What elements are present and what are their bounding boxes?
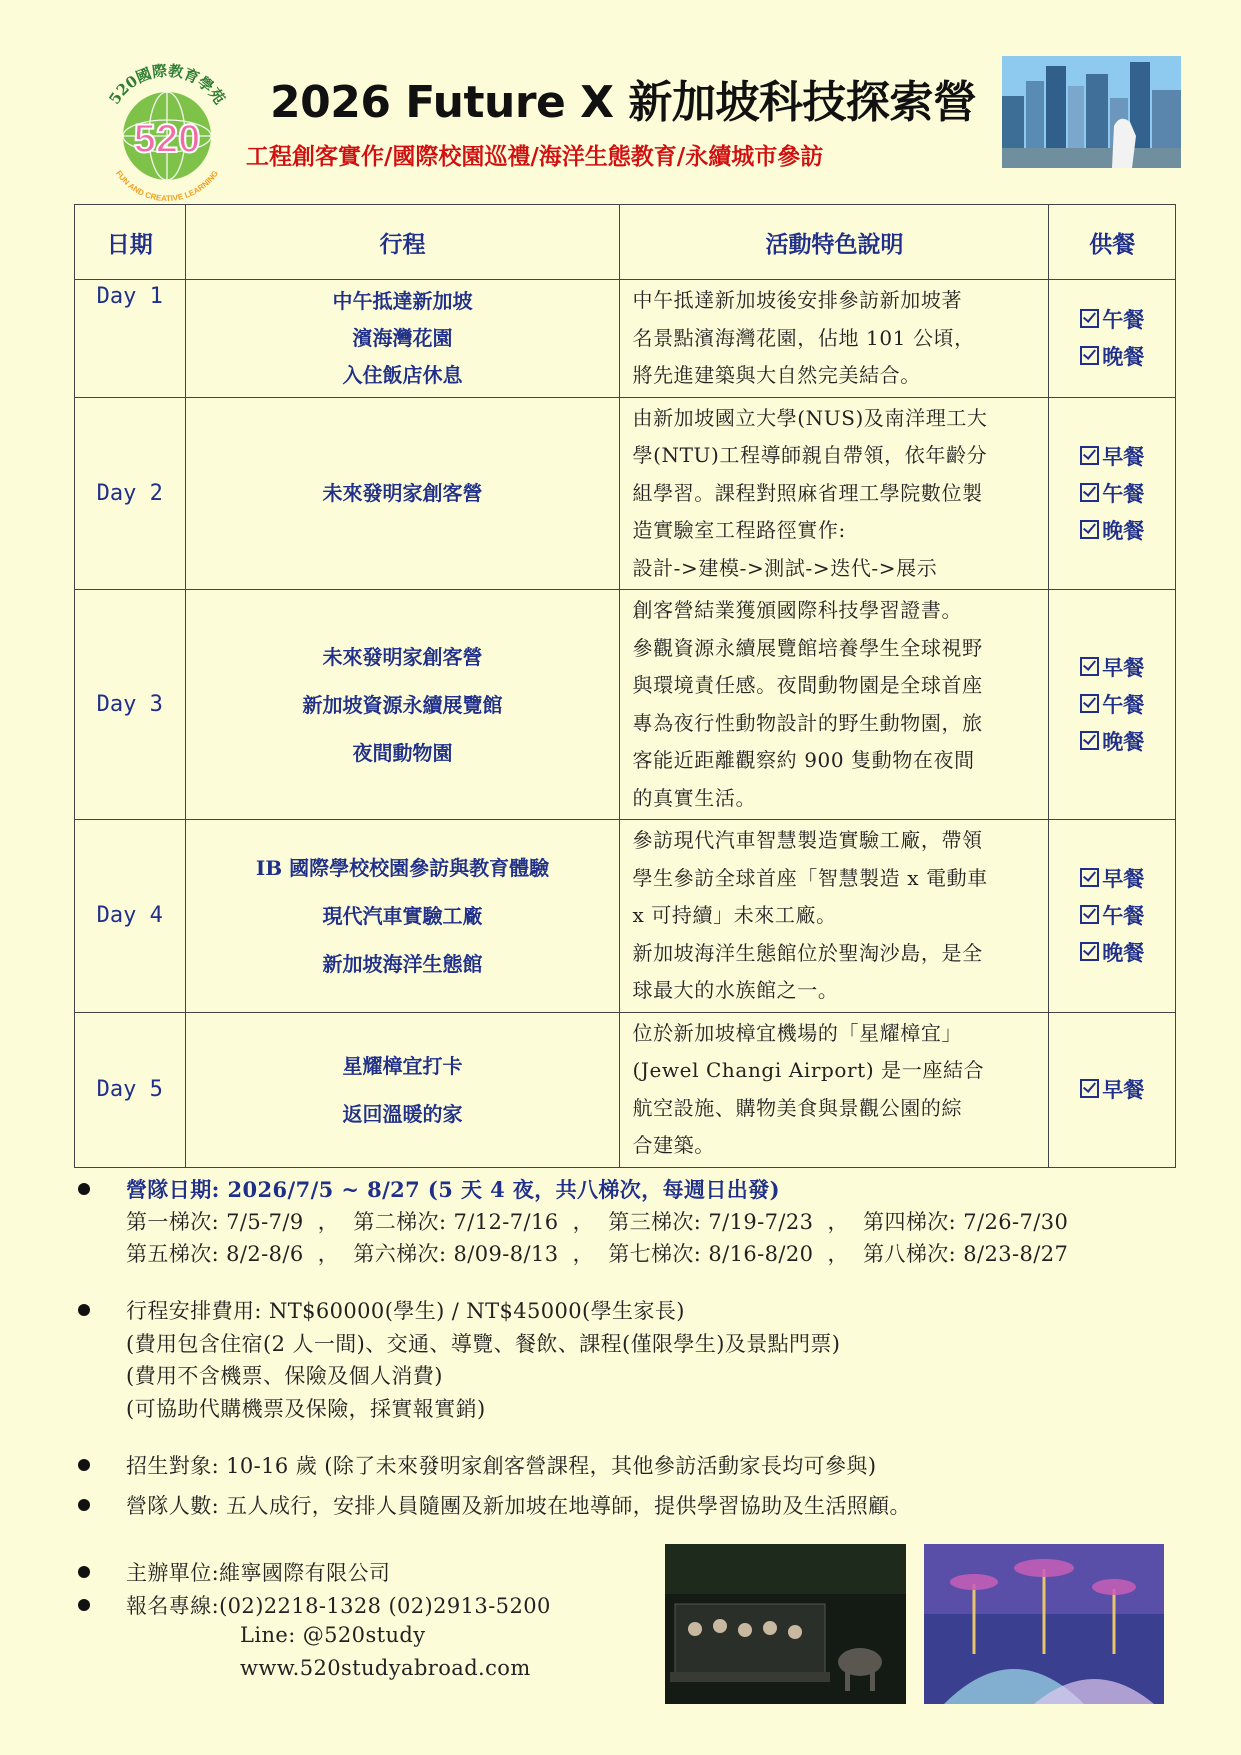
description-line: 合建築。 — [632, 1133, 715, 1157]
description-line: 由新加坡國立大學(NUS)及南洋理工大 — [632, 405, 988, 430]
table-row — [75, 1012, 1176, 1167]
checkbox-icon — [1080, 905, 1099, 924]
bullet-icon — [78, 1566, 90, 1578]
meal-item: 午餐 — [1050, 301, 1174, 338]
meal-item: 午餐 — [1050, 475, 1174, 512]
checkbox-icon — [1080, 1079, 1099, 1098]
meal-cell — [1049, 590, 1176, 820]
itinerary-item: 新加坡資源永續展覽館 — [302, 692, 503, 717]
meal-item: 早餐 — [1050, 649, 1174, 686]
batch-list-row2: 第五梯次: 8/2-8/6 ， 第六梯次: 8/09-8/13 ， 第七梯次: 8/16-8/20 ， 第八梯次: 8/23-8/27 — [126, 1242, 1069, 1266]
header-itinerary: 行程 — [185, 205, 620, 280]
bullet-icon — [78, 1304, 90, 1316]
description-line: 參訪現代汽車智慧製造實驗工廠，帶領 — [632, 828, 983, 852]
night-safari-photo — [665, 1544, 906, 1704]
itinerary-cell — [185, 280, 620, 398]
logo-number: 520 — [133, 117, 201, 161]
itinerary-cell — [185, 397, 620, 590]
description-line: 中午抵達新加坡後安排參訪新加坡著 — [632, 288, 963, 312]
fee-note: (費用不含機票、保險及個人消費) — [126, 1364, 443, 1388]
itinerary-cell — [185, 1012, 620, 1167]
fee: 行程安排費用: NT$60000(學生) / NT$45000(學生家長) — [126, 1299, 685, 1323]
description-line: 將先進建築與大自然完美結合。 — [632, 363, 921, 387]
camp-dates: 營隊日期: 2026/7/5 ~ 8/27 (5 天 4 夜，共八梯次，每週日出發) — [126, 1177, 780, 1202]
brand-logo — [92, 58, 242, 208]
description-line: 航空設施、購物美食與景觀公園的綜 — [632, 1095, 963, 1120]
description-line: 造實驗室工程路徑實作: — [632, 518, 846, 542]
meal-item: 早餐 — [1050, 438, 1174, 475]
itinerary-item: IB 國際學校校園參訪與教育體驗 — [255, 855, 550, 880]
checkbox-icon — [1080, 694, 1099, 713]
description-line: (Jewel Changi Airport) 是一座結合 — [632, 1058, 985, 1082]
itinerary-item: 現代汽車實驗工廠 — [322, 903, 483, 928]
itinerary-item: 未來發明家創客營 — [322, 644, 483, 669]
description-line: 學(NTU)工程導師親自帶領，依年齡分 — [632, 443, 988, 467]
fee-note: (可協助代購機票及保險，採實報實銷) — [126, 1397, 486, 1421]
itinerary-item: 返回溫暖的家 — [342, 1101, 463, 1126]
meal-item: 晚餐 — [1050, 934, 1174, 971]
checkbox-icon — [1080, 942, 1099, 961]
meal-item: 早餐 — [1050, 1071, 1174, 1108]
meal-item: 晚餐 — [1050, 723, 1174, 760]
description-line: 位於新加坡樟宜機場的「星耀樟宜」 — [632, 1020, 963, 1045]
table-row — [75, 397, 1176, 590]
table-row — [75, 590, 1176, 820]
checkbox-icon — [1080, 446, 1099, 465]
itinerary-item: 濱海灣花園 — [352, 325, 453, 350]
day-cell: Day 2 — [75, 397, 186, 590]
itinerary-table — [74, 204, 1176, 1168]
day-cell: Day 1 — [75, 280, 186, 398]
table-row — [75, 820, 1176, 1013]
group-size: 營隊人數: 五人成行，安排人員隨團及新加坡在地導師，提供學習協助及生活照顧。 — [126, 1494, 911, 1518]
meal-cell — [1049, 397, 1176, 590]
gardens-by-the-bay-photo — [924, 1544, 1164, 1704]
checkbox-icon — [1080, 657, 1099, 676]
meal-item: 午餐 — [1050, 897, 1174, 934]
checkbox-icon — [1080, 309, 1099, 328]
itinerary-item: 未來發明家創客營 — [322, 481, 483, 506]
bullet-icon — [78, 1499, 90, 1511]
itinerary-cell — [185, 820, 620, 1013]
page-subtitle: 工程創客實作/國際校園巡禮/海洋生態教育/永續城市參訪 — [246, 143, 824, 170]
fee-note: (費用包含住宿(2 人一間)、交通、導覽、餐飲、課程(僅限學生)及景點門票) — [126, 1332, 841, 1356]
header-features: 活動特色說明 — [620, 205, 1049, 280]
description-line: x 可持續」未來工廠。 — [632, 903, 837, 927]
batch-list-row1: 第一梯次: 7/5-7/9 ， 第二梯次: 7/12-7/16 ， 第三梯次: 7/19-7/23 ， 第四梯次: 7/26-7/30 — [126, 1210, 1069, 1234]
description-line: 創客營結業獲頒國際科技學習證書。 — [632, 598, 963, 622]
bullet-icon — [78, 1183, 90, 1195]
description-cell — [620, 280, 1049, 398]
description-line: 球最大的水族館之一。 — [632, 978, 839, 1002]
itinerary-item: 夜間動物園 — [352, 740, 453, 765]
meal-cell — [1049, 280, 1176, 398]
description-line: 組學習。課程對照麻省理工學院數位製 — [632, 480, 983, 505]
description-cell — [620, 590, 1049, 820]
header-date: 日期 — [75, 205, 186, 280]
description-line: 新加坡海洋生態館位於聖淘沙島，是全 — [632, 940, 983, 965]
logo-text-bottom: FUN AND CREATIVE LEARNING — [113, 168, 221, 204]
description-cell — [620, 1012, 1049, 1167]
hotline: 報名專線:(02)2218-1328 (02)2913-5200 — [126, 1594, 551, 1618]
meal-cell — [1049, 1012, 1176, 1167]
logo-text-top: 520國際教育學苑 — [105, 61, 229, 108]
target-age: 招生對象: 10-16 歲 (除了未來發明家創客營課程，其他參訪活動家長均可參與) — [126, 1454, 877, 1478]
table-header-row — [75, 205, 1176, 280]
meal-cell — [1049, 820, 1176, 1013]
bullet-icon — [78, 1599, 90, 1611]
meal-item: 午餐 — [1050, 686, 1174, 723]
description-line: 參觀資源永續展覽館培養學生全球視野 — [632, 635, 983, 660]
description-line: 名景點濱海灣花園，佔地 101 公頃， — [632, 325, 975, 350]
checkbox-icon — [1080, 520, 1099, 539]
itinerary-item: 入住飯店休息 — [342, 362, 463, 387]
table-row — [75, 280, 1176, 398]
description-line: 與環境責任感。夜間動物園是全球首座 — [632, 673, 983, 697]
checkbox-icon — [1080, 483, 1099, 502]
description-line: 設計->建模->測試->迭代->展示 — [632, 555, 938, 580]
checkbox-icon — [1080, 731, 1099, 750]
description-line: 的真實生活。 — [632, 785, 757, 810]
itinerary-item: 中午抵達新加坡 — [332, 288, 473, 313]
day-cell: Day 3 — [75, 590, 186, 820]
line-id[interactable]: Line: @520study — [240, 1623, 426, 1647]
description-line: 客能近距離觀察約 900 隻動物在夜間 — [632, 748, 975, 772]
itinerary-cell — [185, 590, 620, 820]
description-line: 學生參訪全球首座「智慧製造 x 電動車 — [632, 865, 988, 890]
website-link[interactable]: www.520studyabroad.com — [240, 1656, 531, 1680]
singapore-skyline-photo — [1002, 56, 1181, 168]
meal-item: 早餐 — [1050, 860, 1174, 897]
day-cell: Day 5 — [75, 1012, 186, 1167]
bullet-icon — [78, 1459, 90, 1471]
itinerary-item: 星耀樟宜打卡 — [342, 1053, 463, 1078]
day-cell: Day 4 — [75, 820, 186, 1013]
description-cell — [620, 397, 1049, 590]
description-line: 專為夜行性動物設計的野生動物園，旅 — [632, 710, 983, 735]
meal-item: 晚餐 — [1050, 512, 1174, 549]
checkbox-icon — [1080, 868, 1099, 887]
description-cell — [620, 820, 1049, 1013]
page-title: 2026 Future X 新加坡科技探索營 — [270, 77, 977, 128]
itinerary-item: 新加坡海洋生態館 — [322, 951, 483, 976]
meal-item: 晚餐 — [1050, 338, 1174, 375]
organizer: 主辦單位:維寧國際有限公司 — [126, 1561, 391, 1585]
checkbox-icon — [1080, 346, 1099, 365]
header-meals: 供餐 — [1049, 205, 1176, 280]
